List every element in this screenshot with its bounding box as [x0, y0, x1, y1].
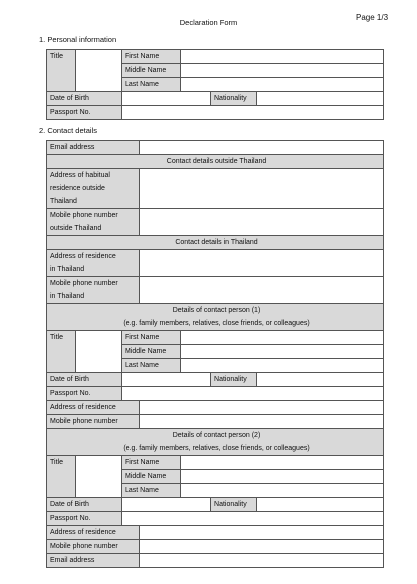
personal-info-table — [46, 49, 384, 120]
cp1-first-name-label: First Name — [122, 331, 181, 345]
cp2-first-name-field[interactable] — [181, 456, 384, 470]
cp1-address-field[interactable] — [140, 401, 384, 415]
cp2-middle-name-field[interactable] — [181, 470, 384, 484]
middle-name-label: Middle Name — [122, 64, 181, 78]
nationality-label: Nationality — [211, 92, 257, 106]
last-name-field[interactable] — [181, 78, 384, 92]
cp1-title-label: Title — [47, 331, 76, 373]
cp2-mobile-label: Mobile phone number — [47, 540, 140, 554]
cp2-first-name-label: First Name — [122, 456, 181, 470]
address-outside-label-line3: Thailand — [50, 198, 77, 205]
middle-name-field[interactable] — [181, 64, 384, 78]
cp1-title-field[interactable] — [76, 331, 122, 373]
cp2-email-field[interactable] — [140, 554, 384, 568]
dob-field[interactable] — [122, 92, 211, 106]
address-inside-field[interactable] — [140, 250, 384, 277]
address-inside-label-line1: Address of residence — [50, 253, 116, 260]
contact-details-table — [46, 140, 384, 568]
cp1-nationality-field[interactable] — [257, 373, 384, 387]
dob-label: Date of Birth — [47, 92, 122, 106]
cp2-dob-label: Date of Birth — [47, 498, 122, 512]
mobile-inside-label-line1: Mobile phone number — [50, 280, 118, 287]
cp1-passport-field[interactable] — [122, 387, 384, 401]
cp2-passport-field[interactable] — [122, 512, 384, 526]
cp2-email-label: Email address — [47, 554, 140, 568]
cp1-last-name-field[interactable] — [181, 359, 384, 373]
contact-person-1-title: Details of contact person (1) — [172, 307, 261, 314]
cp2-last-name-field[interactable] — [181, 484, 384, 498]
contact-person-2-subtitle: (e.g. family members, relatives, close friends, or colleagues) — [123, 445, 310, 452]
mobile-outside-field[interactable] — [140, 209, 384, 236]
passport-label: Passport No. — [47, 106, 122, 120]
cp1-middle-name-field[interactable] — [181, 345, 384, 359]
mobile-inside-label — [47, 277, 140, 304]
cp1-passport-label: Passport No. — [47, 387, 122, 401]
address-outside-label-line2: residence outside — [50, 185, 105, 192]
contact-person-1-subtitle: (e.g. family members, relatives, close friends, or colleagues) — [123, 320, 310, 327]
cp2-mobile-field[interactable] — [140, 540, 384, 554]
cp2-nationality-label: Nationality — [211, 498, 257, 512]
cp1-middle-name-label: Middle Name — [122, 345, 181, 359]
address-inside-label-line2: in Thailand — [50, 266, 85, 273]
in-thailand-header: Contact details in Thailand — [47, 236, 384, 250]
outside-thailand-header: Contact details outside Thailand — [47, 155, 384, 169]
cp1-dob-field[interactable] — [122, 373, 211, 387]
address-outside-label-line1: Address of habitual — [50, 172, 110, 179]
cp2-last-name-label: Last Name — [122, 484, 181, 498]
contact-person-1-header — [47, 304, 384, 331]
cp2-address-field[interactable] — [140, 526, 384, 540]
address-outside-label — [47, 169, 140, 209]
cp1-mobile-field[interactable] — [140, 415, 384, 429]
address-outside-field[interactable] — [140, 169, 384, 209]
cp2-middle-name-label: Middle Name — [122, 470, 181, 484]
cp2-dob-field[interactable] — [122, 498, 211, 512]
title-label: Title — [47, 50, 76, 92]
first-name-label: First Name — [122, 50, 181, 64]
contact-person-2-header — [47, 429, 384, 456]
cp1-address-label: Address of residence — [47, 401, 140, 415]
email-field[interactable] — [140, 141, 384, 155]
mobile-outside-label-line2: outside Thailand — [50, 225, 102, 232]
cp2-address-label: Address of residence — [47, 526, 140, 540]
last-name-label: Last Name — [122, 78, 181, 92]
cp1-last-name-label: Last Name — [122, 359, 181, 373]
title-field[interactable] — [76, 50, 122, 92]
passport-field[interactable] — [122, 106, 384, 120]
cp2-nationality-field[interactable] — [257, 498, 384, 512]
cp1-first-name-field[interactable] — [181, 331, 384, 345]
mobile-inside-label-line2: in Thailand — [50, 293, 85, 300]
contact-person-2-title: Details of contact person (2) — [172, 432, 261, 439]
mobile-outside-label-line1: Mobile phone number — [50, 212, 118, 219]
nationality-field[interactable] — [257, 92, 384, 106]
cp2-title-label: Title — [47, 456, 76, 498]
section-contact-title: 2. Contact details — [39, 126, 97, 135]
address-inside-label — [47, 250, 140, 277]
section-personal-title: 1. Personal information — [39, 35, 117, 44]
cp1-dob-label: Date of Birth — [47, 373, 122, 387]
cp2-passport-label: Passport No. — [47, 512, 122, 526]
form-title: Declaration Form — [179, 18, 238, 27]
cp1-nationality-label: Nationality — [211, 373, 257, 387]
cp2-title-field[interactable] — [76, 456, 122, 498]
page-number: Page 1/3 — [356, 13, 389, 22]
email-label: Email address — [47, 141, 140, 155]
mobile-outside-label — [47, 209, 140, 236]
first-name-field[interactable] — [181, 50, 384, 64]
cp1-mobile-label: Mobile phone number — [47, 415, 140, 429]
mobile-inside-field[interactable] — [140, 277, 384, 304]
